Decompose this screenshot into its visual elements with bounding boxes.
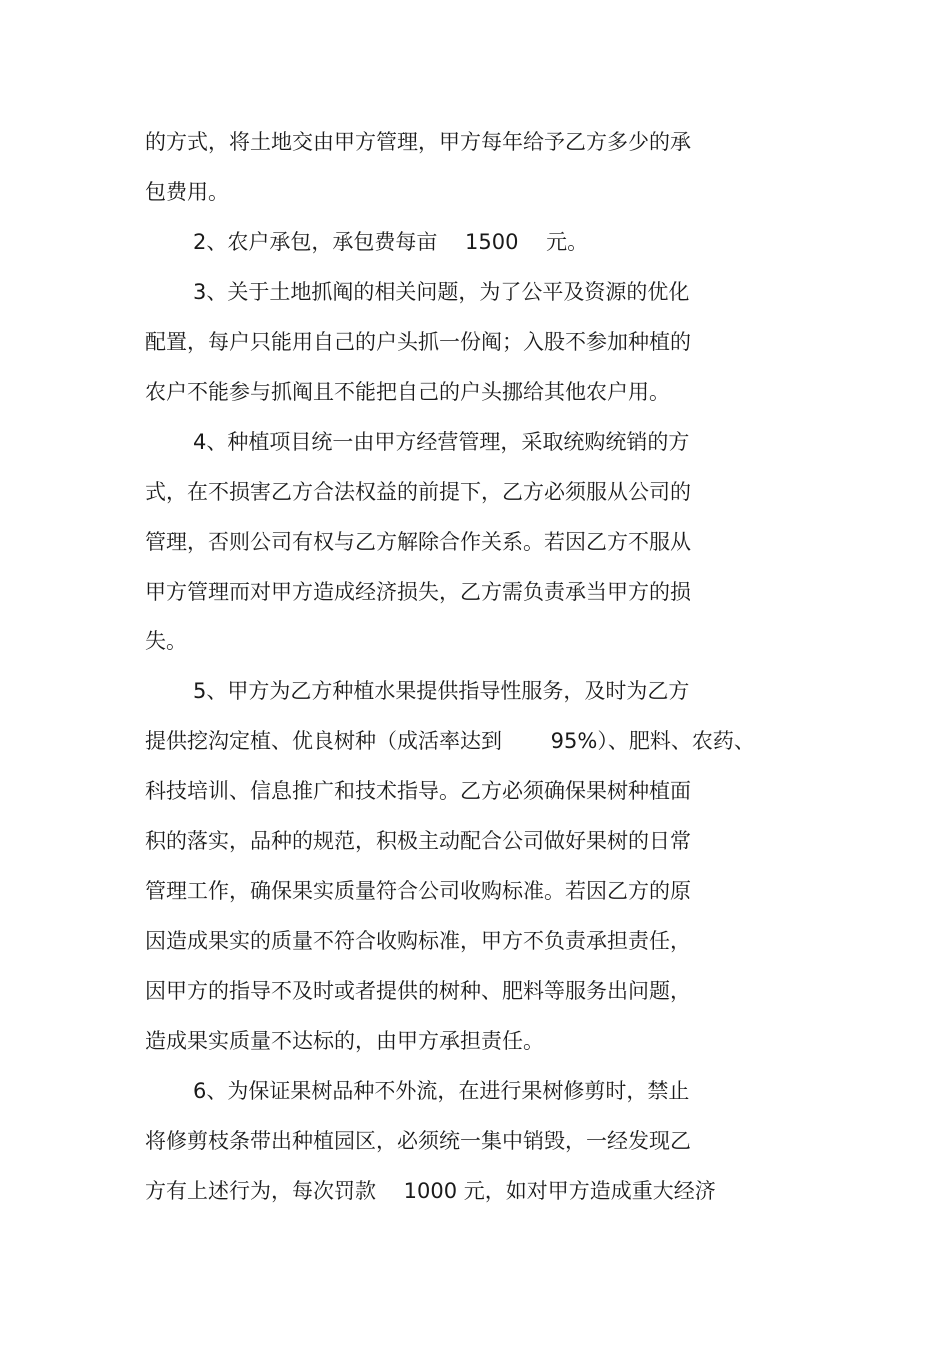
text-line: 式，在不损害乙方合法权益的前提下，乙方必须服从公司的 [145,480,691,504]
text-line: 造成果实质量不达标的，由甲方承担责任。 [145,1029,544,1053]
text-line: 甲方管理而对甲方造成经济损失，乙方需负责承当甲方的损 [145,580,691,604]
text-line: 方有上述行为，每次罚款 1000 元，如对甲方造成重大经济 [145,1179,716,1203]
text-line: 5、甲方为乙方种植水果提供指导性服务，及时为乙方 [193,679,690,703]
text-line: 科技培训、信息推广和技术指导。乙方必须确保果树种植面 [145,779,691,803]
text-line: 的方式，将土地交由甲方管理，甲方每年给予乙方多少的承 [145,130,691,154]
text-line: 因甲方的指导不及时或者提供的树种、肥料等服务出问题， [145,979,691,1003]
text-line: 将修剪枝条带出种植园区，必须统一集中销毁，一经发现乙 [145,1129,691,1153]
text-line: 4、种植项目统一由甲方经营管理，采取统购统销的方 [193,430,690,454]
text-line: 管理工作，确保果实质量符合公司收购标准。若因乙方的原 [145,879,691,903]
text-line: 积的落实，品种的规范，积极主动配合公司做好果树的日常 [145,829,691,853]
text-line: 配置，每户只能用自己的户头抓一份阄；入股不参加种植的 [145,330,691,354]
text-line: 6、为保证果树品种不外流，在进行果树修剪时，禁止 [193,1079,690,1103]
text-line: 2、农户承包，承包费每亩 1500 元。 [193,230,589,254]
text-line: 农户不能参与抓阄且不能把自己的户头挪给其他农户用。 [145,380,670,404]
text-line: 失。 [145,629,187,653]
text-line: 3、关于土地抓阄的相关问题，为了公平及资源的优化 [193,280,690,304]
text-line: 包费用。 [145,180,229,204]
text-line: 提供挖沟定植、优良树种（成活率达到 95%）、肥料、农药、 [145,729,755,753]
text-line: 管理，否则公司有权与乙方解除合作关系。若因乙方不服从 [145,530,691,554]
text-line: 因造成果实的质量不符合收购标准，甲方不负责承担责任， [145,929,691,953]
